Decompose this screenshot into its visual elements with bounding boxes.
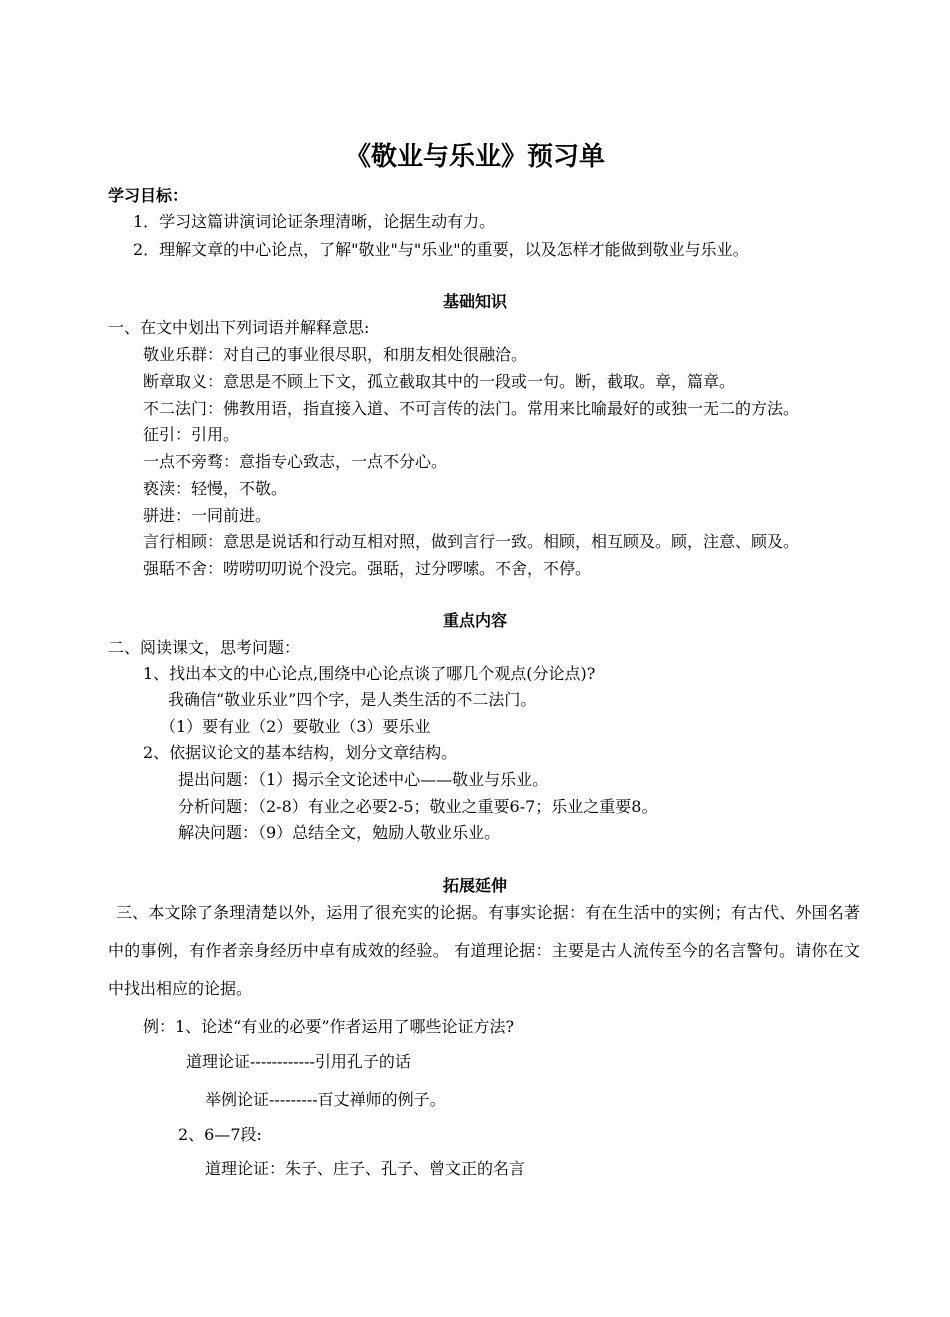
objective-item: 1．学习这篇讲演词论证条理清晰，论据生动有力。 [133,212,496,231]
term-item: 征引：引用。 [143,425,240,444]
question-2-answer: 解决问题：（9）总结全文，勉励人敬业乐业。 [178,823,501,842]
example-1: 例：1、论述“有业的必要”作者运用了哪些论证方法? [143,1017,515,1036]
term-item: 强聒不舍：唠唠叨叨说个没完。强聒，过分啰嗦。不舍，不停。 [143,559,592,578]
key-content-intro: 二、阅读课文，思考问题： [108,638,301,657]
objective-item: 2．理解文章的中心论点，了解"敬业"与"乐业"的重要，以及怎样才能做到敬业与乐业。 [133,240,749,259]
term-item: 断章取义：意思是不顾上下文，孤立截取其中的一段或一句。断，截取。章，篇章。 [143,372,736,391]
extension-paragraph: 三、本文除了条理清楚以外，运用了很充实的论据。有事实论据：有在生活中的实例；有古代、外国名著中的事例，有作者亲身经历中卓有成效的经验。 有道理论据：主要是古人流传至今的名言警句。请你在文中找出相应的论据。 [108,903,860,998]
question-1-answer: 我确信“敬业乐业”四个字，是人类生活的不二法门。 [168,690,537,709]
question-2: 2、依据议论文的基本结构，划分文章结构。 [143,743,458,762]
example-1-line: 道理论证------------引用孔子的话 [186,1052,411,1071]
question-2-answer: 分析问题：（2-8）有业之必要2-5；敬业之重要6-7；乐业之重要8。 [178,797,658,816]
basics-heading: 基础知识 [442,292,507,311]
question-1: 1、找出本文的中心论点,围绕中心论点谈了哪几个观点(分论点)? [143,664,596,683]
example-2-line: 道理论证：朱子、庄子、孔子、曾文正的名言 [205,1159,526,1178]
term-item: 一点不旁骛：意指专心致志，一点不分心。 [143,452,448,471]
term-item: 言行相顾：意思是说话和行动互相对照，做到言行一致。相顾，相互顾及。顾，注意、顾及。 [143,532,800,551]
term-item: 骈进：一同前进。 [143,506,272,525]
question-1-answer: （1）要有业（2）要敬业（3）要乐业 [160,717,431,736]
basics-intro: 一、在文中划出下列词语并解释意思: [108,318,370,337]
extension-heading: 拓展延伸 [442,876,507,895]
objectives-heading: 学习目标： [108,186,189,205]
term-item: 不二法门：佛教用语，指直接入道、不可言传的法门。常用来比喻最好的或独一无二的方法。 [143,399,800,418]
term-item: 亵渎：轻慢，不敬。 [143,479,288,498]
question-2-answer: 提出问题：（1）揭示全文论述中心——敬业与乐业。 [178,770,549,789]
key-content-heading: 重点内容 [442,611,507,630]
example-2: 2、6—7段: [178,1125,262,1144]
term-item: 敬业乐群：对自己的事业很尽职，和朋友相处很融洽。 [143,345,528,364]
example-1-line: 举例论证---------百丈禅师的例子。 [205,1090,446,1109]
document-title: 《敬业与乐业》预习单 [344,142,605,172]
